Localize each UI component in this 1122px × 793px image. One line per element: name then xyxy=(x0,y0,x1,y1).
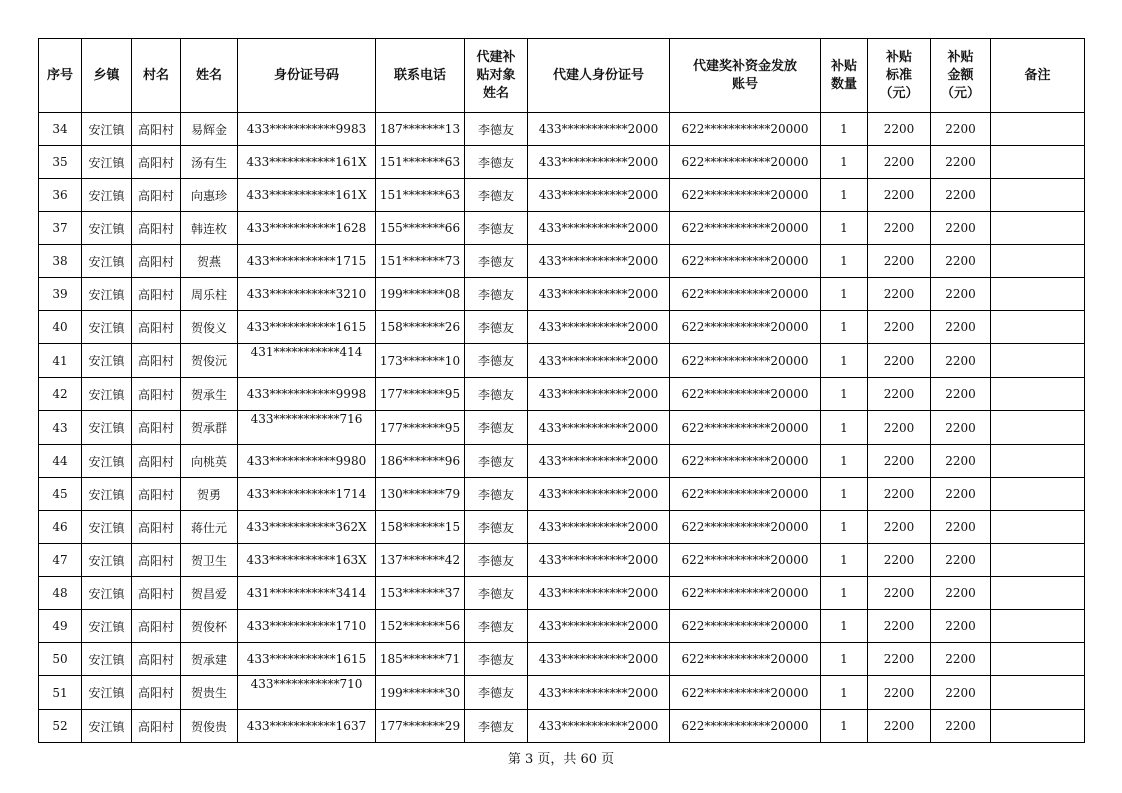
cell-town: 安江镇 xyxy=(82,378,132,411)
cell-phone: 158*******15 xyxy=(376,511,465,544)
cell-index: 46 xyxy=(39,511,82,544)
cell-id-number: 433***********716 xyxy=(238,411,376,445)
cell-proxy-name: 李德友 xyxy=(465,676,528,710)
cell-town: 安江镇 xyxy=(82,478,132,511)
cell-town: 安江镇 xyxy=(82,577,132,610)
cell-id-number: 433***********362X xyxy=(238,511,376,544)
cell-village: 高阳村 xyxy=(132,411,181,445)
cell-phone: 155*******66 xyxy=(376,212,465,245)
header-col-index: 序号 xyxy=(39,39,82,113)
header-col-quantity: 补贴 数量 xyxy=(821,39,868,113)
cell-id-number: 433***********3210 xyxy=(238,278,376,311)
cell-remarks xyxy=(991,245,1085,278)
cell-standard: 2200 xyxy=(868,179,931,212)
cell-phone: 177*******95 xyxy=(376,411,465,445)
table-row xyxy=(39,445,1085,478)
cell-quantity: 1 xyxy=(821,544,868,577)
cell-account: 622***********20000 xyxy=(670,544,821,577)
table-row xyxy=(39,610,1085,643)
cell-index: 52 xyxy=(39,710,82,743)
cell-account: 622***********20000 xyxy=(670,577,821,610)
cell-proxy-id: 433***********2000 xyxy=(528,610,670,643)
cell-town: 安江镇 xyxy=(82,643,132,676)
cell-id-number: 433***********9998 xyxy=(238,378,376,411)
cell-name: 向惠珍 xyxy=(181,179,238,212)
cell-amount: 2200 xyxy=(931,245,991,278)
cell-name: 贺卫生 xyxy=(181,544,238,577)
cell-index: 37 xyxy=(39,212,82,245)
table-row xyxy=(39,344,1085,378)
cell-name: 贺俊义 xyxy=(181,311,238,344)
cell-account: 622***********20000 xyxy=(670,179,821,212)
cell-remarks xyxy=(991,643,1085,676)
cell-village: 高阳村 xyxy=(132,146,181,179)
cell-proxy-id: 433***********2000 xyxy=(528,179,670,212)
table-row xyxy=(39,245,1085,278)
cell-amount: 2200 xyxy=(931,113,991,146)
cell-id-number: 433***********161X xyxy=(238,146,376,179)
cell-id-number: 433***********163X xyxy=(238,544,376,577)
header-col-name: 姓名 xyxy=(181,39,238,113)
cell-phone: 153*******37 xyxy=(376,577,465,610)
cell-index: 50 xyxy=(39,643,82,676)
cell-remarks xyxy=(991,610,1085,643)
table-row xyxy=(39,577,1085,610)
cell-index: 41 xyxy=(39,344,82,378)
cell-village: 高阳村 xyxy=(132,676,181,710)
cell-quantity: 1 xyxy=(821,311,868,344)
cell-proxy-name: 李德友 xyxy=(465,411,528,445)
cell-account: 622***********20000 xyxy=(670,676,821,710)
cell-town: 安江镇 xyxy=(82,511,132,544)
cell-quantity: 1 xyxy=(821,378,868,411)
header-col-town: 乡镇 xyxy=(82,39,132,113)
cell-proxy-name: 李德友 xyxy=(465,311,528,344)
cell-proxy-id: 433***********2000 xyxy=(528,643,670,676)
header-col-account: 代建奖补资金发放 账号 xyxy=(670,39,821,113)
cell-amount: 2200 xyxy=(931,676,991,710)
table-row xyxy=(39,113,1085,146)
cell-name: 贺承建 xyxy=(181,643,238,676)
subsidy-table xyxy=(38,38,1085,743)
cell-remarks xyxy=(991,676,1085,710)
cell-town: 安江镇 xyxy=(82,445,132,478)
table-row xyxy=(39,311,1085,344)
cell-index: 43 xyxy=(39,411,82,445)
cell-account: 622***********20000 xyxy=(670,278,821,311)
cell-town: 安江镇 xyxy=(82,710,132,743)
cell-index: 51 xyxy=(39,676,82,710)
cell-phone: 177*******29 xyxy=(376,710,465,743)
cell-amount: 2200 xyxy=(931,478,991,511)
cell-phone: 151*******63 xyxy=(376,179,465,212)
cell-remarks xyxy=(991,146,1085,179)
cell-village: 高阳村 xyxy=(132,113,181,146)
cell-phone: 158*******26 xyxy=(376,311,465,344)
cell-standard: 2200 xyxy=(868,676,931,710)
cell-phone: 186*******96 xyxy=(376,445,465,478)
cell-proxy-id: 433***********2000 xyxy=(528,311,670,344)
table-row xyxy=(39,511,1085,544)
cell-name: 周乐柱 xyxy=(181,278,238,311)
cell-proxy-name: 李德友 xyxy=(465,146,528,179)
cell-proxy-id: 433***********2000 xyxy=(528,278,670,311)
cell-proxy-name: 李德友 xyxy=(465,212,528,245)
cell-proxy-name: 李德友 xyxy=(465,278,528,311)
cell-id-number: 433***********1615 xyxy=(238,643,376,676)
cell-town: 安江镇 xyxy=(82,179,132,212)
cell-proxy-id: 433***********2000 xyxy=(528,478,670,511)
cell-standard: 2200 xyxy=(868,411,931,445)
cell-remarks xyxy=(991,212,1085,245)
cell-proxy-id: 433***********2000 xyxy=(528,245,670,278)
cell-quantity: 1 xyxy=(821,676,868,710)
header-col-standard: 补贴 标准 （元） xyxy=(868,39,931,113)
cell-quantity: 1 xyxy=(821,478,868,511)
cell-town: 安江镇 xyxy=(82,212,132,245)
cell-proxy-name: 李德友 xyxy=(465,544,528,577)
cell-id-number: 431***********414 xyxy=(238,344,376,378)
cell-name: 易辉金 xyxy=(181,113,238,146)
cell-account: 622***********20000 xyxy=(670,113,821,146)
cell-name: 贺贵生 xyxy=(181,676,238,710)
cell-standard: 2200 xyxy=(868,245,931,278)
header-col-remarks: 备注 xyxy=(991,39,1085,113)
cell-name: 贺燕 xyxy=(181,245,238,278)
cell-index: 38 xyxy=(39,245,82,278)
cell-proxy-name: 李德友 xyxy=(465,179,528,212)
cell-remarks xyxy=(991,577,1085,610)
table-row xyxy=(39,676,1085,710)
cell-quantity: 1 xyxy=(821,577,868,610)
cell-village: 高阳村 xyxy=(132,643,181,676)
cell-proxy-id: 433***********2000 xyxy=(528,378,670,411)
cell-proxy-id: 433***********2000 xyxy=(528,146,670,179)
header-col-amount: 补贴 金额 （元） xyxy=(931,39,991,113)
table-row xyxy=(39,179,1085,212)
cell-town: 安江镇 xyxy=(82,113,132,146)
cell-phone: 130*******79 xyxy=(376,478,465,511)
cell-amount: 2200 xyxy=(931,278,991,311)
cell-proxy-name: 李德友 xyxy=(465,710,528,743)
cell-id-number: 433***********1715 xyxy=(238,245,376,278)
cell-name: 贺承生 xyxy=(181,378,238,411)
header-col-proxy-id: 代建人身份证号 xyxy=(528,39,670,113)
cell-standard: 2200 xyxy=(868,445,931,478)
cell-remarks xyxy=(991,411,1085,445)
table-row xyxy=(39,643,1085,676)
cell-proxy-name: 李德友 xyxy=(465,344,528,378)
header-col-phone: 联系电话 xyxy=(376,39,465,113)
cell-account: 622***********20000 xyxy=(670,411,821,445)
cell-proxy-name: 李德友 xyxy=(465,113,528,146)
cell-name: 汤有生 xyxy=(181,146,238,179)
cell-index: 34 xyxy=(39,113,82,146)
cell-id-number: 433***********161X xyxy=(238,179,376,212)
cell-index: 49 xyxy=(39,610,82,643)
cell-standard: 2200 xyxy=(868,113,931,146)
cell-amount: 2200 xyxy=(931,643,991,676)
cell-amount: 2200 xyxy=(931,212,991,245)
cell-amount: 2200 xyxy=(931,411,991,445)
cell-proxy-id: 433***********2000 xyxy=(528,113,670,146)
cell-remarks xyxy=(991,544,1085,577)
cell-index: 39 xyxy=(39,278,82,311)
cell-index: 48 xyxy=(39,577,82,610)
cell-quantity: 1 xyxy=(821,245,868,278)
cell-village: 高阳村 xyxy=(132,478,181,511)
cell-account: 622***********20000 xyxy=(670,511,821,544)
table-row xyxy=(39,411,1085,445)
cell-proxy-id: 433***********2000 xyxy=(528,212,670,245)
cell-id-number: 433***********710 xyxy=(238,676,376,710)
cell-amount: 2200 xyxy=(931,445,991,478)
cell-standard: 2200 xyxy=(868,643,931,676)
cell-proxy-id: 433***********2000 xyxy=(528,344,670,378)
cell-amount: 2200 xyxy=(931,544,991,577)
cell-standard: 2200 xyxy=(868,344,931,378)
cell-standard: 2200 xyxy=(868,610,931,643)
cell-town: 安江镇 xyxy=(82,411,132,445)
cell-standard: 2200 xyxy=(868,311,931,344)
cell-remarks xyxy=(991,710,1085,743)
cell-quantity: 1 xyxy=(821,445,868,478)
cell-quantity: 1 xyxy=(821,344,868,378)
cell-town: 安江镇 xyxy=(82,278,132,311)
cell-quantity: 1 xyxy=(821,113,868,146)
cell-id-number: 433***********1714 xyxy=(238,478,376,511)
cell-proxy-id: 433***********2000 xyxy=(528,544,670,577)
cell-village: 高阳村 xyxy=(132,311,181,344)
cell-account: 622***********20000 xyxy=(670,245,821,278)
cell-index: 42 xyxy=(39,378,82,411)
table-row xyxy=(39,378,1085,411)
cell-village: 高阳村 xyxy=(132,544,181,577)
cell-proxy-id: 433***********2000 xyxy=(528,411,670,445)
cell-phone: 185*******71 xyxy=(376,643,465,676)
cell-remarks xyxy=(991,378,1085,411)
cell-name: 贺俊沅 xyxy=(181,344,238,378)
cell-index: 47 xyxy=(39,544,82,577)
page-indicator: 第 3 页，共 60 页 xyxy=(507,752,615,767)
cell-name: 向桃英 xyxy=(181,445,238,478)
table-row xyxy=(39,478,1085,511)
cell-standard: 2200 xyxy=(868,577,931,610)
cell-index: 44 xyxy=(39,445,82,478)
cell-village: 高阳村 xyxy=(132,610,181,643)
cell-index: 45 xyxy=(39,478,82,511)
cell-account: 622***********20000 xyxy=(670,710,821,743)
cell-id-number: 433***********1615 xyxy=(238,311,376,344)
cell-standard: 2200 xyxy=(868,511,931,544)
cell-proxy-name: 李德友 xyxy=(465,478,528,511)
cell-proxy-name: 李德友 xyxy=(465,610,528,643)
table-body xyxy=(39,113,1085,743)
cell-standard: 2200 xyxy=(868,478,931,511)
cell-proxy-name: 李德友 xyxy=(465,445,528,478)
cell-quantity: 1 xyxy=(821,511,868,544)
cell-town: 安江镇 xyxy=(82,311,132,344)
cell-remarks xyxy=(991,478,1085,511)
cell-amount: 2200 xyxy=(931,146,991,179)
cell-id-number: 433***********1637 xyxy=(238,710,376,743)
cell-village: 高阳村 xyxy=(132,179,181,212)
cell-account: 622***********20000 xyxy=(670,344,821,378)
cell-name: 蒋仕元 xyxy=(181,511,238,544)
cell-village: 高阳村 xyxy=(132,378,181,411)
cell-index: 40 xyxy=(39,311,82,344)
cell-standard: 2200 xyxy=(868,710,931,743)
cell-account: 622***********20000 xyxy=(670,378,821,411)
cell-proxy-name: 李德友 xyxy=(465,577,528,610)
cell-id-number: 431***********3414 xyxy=(238,577,376,610)
cell-town: 安江镇 xyxy=(82,544,132,577)
cell-standard: 2200 xyxy=(868,544,931,577)
cell-phone: 151*******63 xyxy=(376,146,465,179)
cell-village: 高阳村 xyxy=(132,511,181,544)
cell-town: 安江镇 xyxy=(82,146,132,179)
table-row xyxy=(39,146,1085,179)
header-col-id-number: 身份证号码 xyxy=(238,39,376,113)
cell-proxy-name: 李德友 xyxy=(465,378,528,411)
cell-amount: 2200 xyxy=(931,710,991,743)
cell-standard: 2200 xyxy=(868,378,931,411)
cell-id-number: 433***********1710 xyxy=(238,610,376,643)
cell-standard: 2200 xyxy=(868,212,931,245)
cell-phone: 199*******30 xyxy=(376,676,465,710)
cell-account: 622***********20000 xyxy=(670,311,821,344)
cell-index: 36 xyxy=(39,179,82,212)
cell-phone: 151*******73 xyxy=(376,245,465,278)
cell-village: 高阳村 xyxy=(132,245,181,278)
cell-account: 622***********20000 xyxy=(670,610,821,643)
cell-village: 高阳村 xyxy=(132,577,181,610)
cell-town: 安江镇 xyxy=(82,245,132,278)
cell-standard: 2200 xyxy=(868,146,931,179)
cell-phone: 199*******08 xyxy=(376,278,465,311)
cell-quantity: 1 xyxy=(821,411,868,445)
cell-remarks xyxy=(991,511,1085,544)
cell-name: 贺承群 xyxy=(181,411,238,445)
cell-quantity: 1 xyxy=(821,146,868,179)
cell-proxy-name: 李德友 xyxy=(465,511,528,544)
cell-village: 高阳村 xyxy=(132,344,181,378)
cell-amount: 2200 xyxy=(931,311,991,344)
cell-town: 安江镇 xyxy=(82,344,132,378)
cell-quantity: 1 xyxy=(821,278,868,311)
cell-account: 622***********20000 xyxy=(670,146,821,179)
cell-amount: 2200 xyxy=(931,344,991,378)
cell-amount: 2200 xyxy=(931,577,991,610)
cell-account: 622***********20000 xyxy=(670,478,821,511)
cell-name: 贺昌爱 xyxy=(181,577,238,610)
cell-id-number: 433***********1628 xyxy=(238,212,376,245)
cell-amount: 2200 xyxy=(931,511,991,544)
cell-amount: 2200 xyxy=(931,378,991,411)
cell-quantity: 1 xyxy=(821,212,868,245)
cell-id-number: 433***********9983 xyxy=(238,113,376,146)
cell-proxy-id: 433***********2000 xyxy=(528,676,670,710)
cell-name: 贺勇 xyxy=(181,478,238,511)
table-header xyxy=(39,39,1085,113)
cell-account: 622***********20000 xyxy=(670,643,821,676)
cell-account: 622***********20000 xyxy=(670,445,821,478)
cell-remarks xyxy=(991,344,1085,378)
cell-village: 高阳村 xyxy=(132,212,181,245)
cell-proxy-id: 433***********2000 xyxy=(528,511,670,544)
table-row xyxy=(39,544,1085,577)
cell-proxy-id: 433***********2000 xyxy=(528,577,670,610)
cell-remarks xyxy=(991,445,1085,478)
cell-index: 35 xyxy=(39,146,82,179)
cell-town: 安江镇 xyxy=(82,676,132,710)
cell-proxy-id: 433***********2000 xyxy=(528,710,670,743)
table-row xyxy=(39,278,1085,311)
cell-remarks xyxy=(991,311,1085,344)
cell-phone: 187*******13 xyxy=(376,113,465,146)
table-row xyxy=(39,212,1085,245)
cell-village: 高阳村 xyxy=(132,710,181,743)
cell-town: 安江镇 xyxy=(82,610,132,643)
cell-standard: 2200 xyxy=(868,278,931,311)
header-row xyxy=(39,39,1085,113)
cell-name: 韩连枚 xyxy=(181,212,238,245)
header-col-village: 村名 xyxy=(132,39,181,113)
subsidy-table-sheet xyxy=(38,38,1085,743)
cell-name: 贺俊贵 xyxy=(181,710,238,743)
cell-remarks xyxy=(991,113,1085,146)
cell-account: 622***********20000 xyxy=(670,212,821,245)
cell-proxy-name: 李德友 xyxy=(465,643,528,676)
cell-remarks xyxy=(991,179,1085,212)
cell-village: 高阳村 xyxy=(132,278,181,311)
cell-phone: 137*******42 xyxy=(376,544,465,577)
cell-proxy-name: 李德友 xyxy=(465,245,528,278)
cell-quantity: 1 xyxy=(821,610,868,643)
cell-id-number: 433***********9980 xyxy=(238,445,376,478)
cell-phone: 177*******95 xyxy=(376,378,465,411)
cell-quantity: 1 xyxy=(821,710,868,743)
table-row xyxy=(39,710,1085,743)
cell-phone: 152*******56 xyxy=(376,610,465,643)
cell-quantity: 1 xyxy=(821,643,868,676)
header-col-proxy-name: 代建补 贴对象 姓名 xyxy=(465,39,528,113)
cell-amount: 2200 xyxy=(931,179,991,212)
cell-quantity: 1 xyxy=(821,179,868,212)
cell-proxy-id: 433***********2000 xyxy=(528,445,670,478)
cell-remarks xyxy=(991,278,1085,311)
cell-phone: 173*******10 xyxy=(376,344,465,378)
cell-name: 贺俊杯 xyxy=(181,610,238,643)
cell-village: 高阳村 xyxy=(132,445,181,478)
cell-amount: 2200 xyxy=(931,610,991,643)
